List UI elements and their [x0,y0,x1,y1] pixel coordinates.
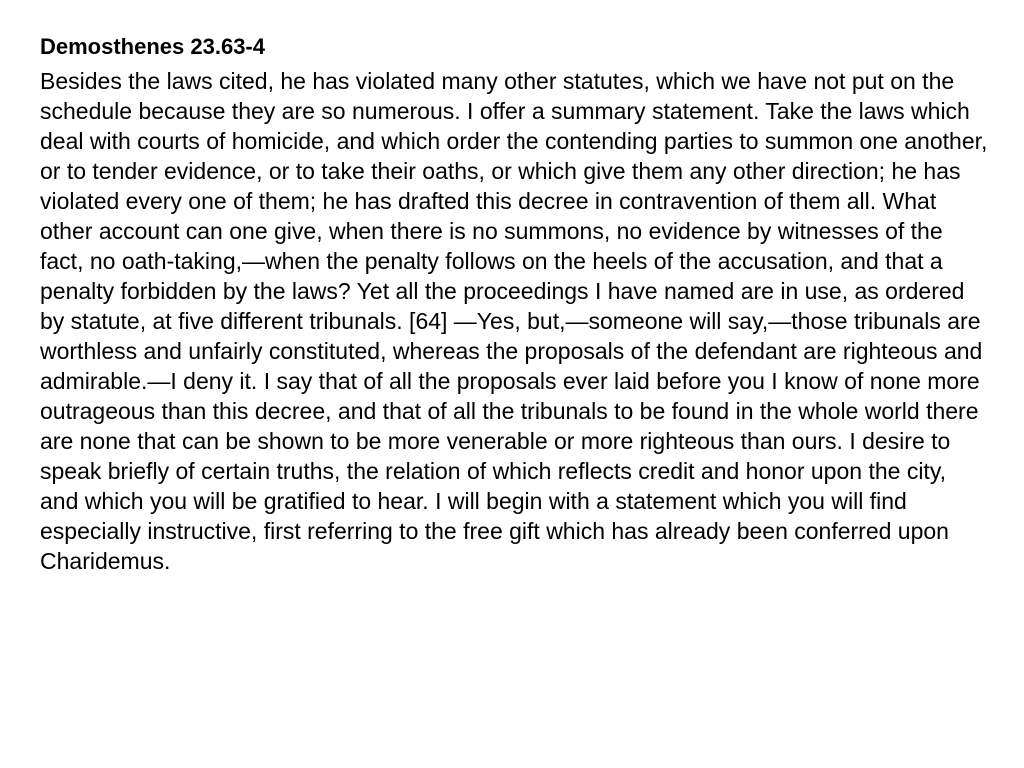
slide-title: Demosthenes 23.63-4 [40,34,265,59]
slide-content [40,32,990,576]
body-paragraph: Besides the laws cited, he has violated many other statutes, which we have not put on the schedule because they are so numerous. I offer a summary statement. Take the laws which deal with courts of homicide, and which order the contending parties to summon one another, or to tender evidence, or to take their oaths, or which give them any other direction; he has violated every one of them; he has drafted this decree in contravention of them all. What other account can one give, when there is no summons, no evidence by witnesses of the fact, no oath-taking,—when the penalty follows on the heels of the accusation, and that a penalty forbidden by the laws? Yet all the proceedings I have named are in use, as ordered by statute, at five different tribunals. [64] —Yes, but,—someone will say,—those tribunals are worthless and unfairly constituted, whereas the proposals of the defendant are righteous and admirable.—I deny it. I say that of all the proposals ever laid before you I know of none more outrageous than this decree, and that of all the tribunals to be found in the whole world there are none that can be shown to be more venerable or more righteous than ours. I desire to speak briefly of certain truths, the relation of which reflects credit and honor upon the city, and which you will be gratified to hear. I will begin with a statement which you will find especially instructive, first referring to the free gift which has already been conferred upon Charidemus. [40,68,988,574]
